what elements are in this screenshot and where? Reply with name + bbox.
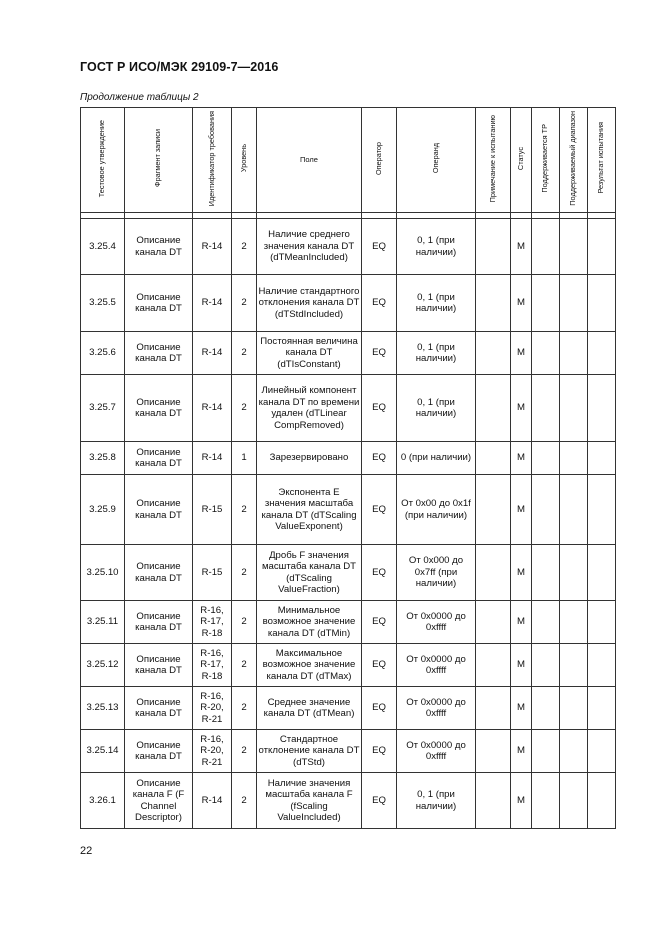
column-header-status <box>511 108 532 213</box>
cell-field: Максимальное возможное значение канала DT (dTMax) <box>257 644 362 687</box>
cell-status: M <box>511 375 532 442</box>
cell-range <box>560 730 588 773</box>
cell-assertion: 3.25.9 <box>81 475 125 545</box>
cell-operator: EQ <box>362 773 397 829</box>
table-row <box>81 644 616 687</box>
table-row <box>81 773 616 829</box>
cell-operand: 0, 1 (при наличии) <box>397 275 476 332</box>
cell-operand: От 0x0000 до 0xffff <box>397 730 476 773</box>
cell-req-id: R-14 <box>193 275 232 332</box>
cell-result <box>588 475 616 545</box>
cell-supported <box>532 601 560 644</box>
cell-assertion: 3.25.13 <box>81 687 125 730</box>
column-header-req-id <box>193 108 232 213</box>
cell-range <box>560 545 588 601</box>
cell-operand: 0, 1 (при наличии) <box>397 773 476 829</box>
cell-fragment: Описание канала DT <box>125 275 193 332</box>
cell-level: 2 <box>232 545 257 601</box>
cell-status: M <box>511 644 532 687</box>
cell-range <box>560 332 588 375</box>
cell-req-id: R-14 <box>193 332 232 375</box>
cell-supported <box>532 730 560 773</box>
column-header-field <box>257 108 362 213</box>
cell-note <box>476 375 511 442</box>
cell-operator: EQ <box>362 475 397 545</box>
cell-assertion: 3.25.14 <box>81 730 125 773</box>
cell-level: 2 <box>232 219 257 275</box>
cell-operand: От 0x0000 до 0xffff <box>397 687 476 730</box>
cell-note <box>476 545 511 601</box>
cell-operand: От 0x000 до 0x7ff (при наличии) <box>397 545 476 601</box>
cell-field: Наличие стандартного отклонения канала DT (dTStdIncluded) <box>257 275 362 332</box>
cell-assertion: 3.25.7 <box>81 375 125 442</box>
cell-operator: EQ <box>362 545 397 601</box>
cell-supported <box>532 687 560 730</box>
cell-req-id: R-16, R-17, R-18 <box>193 644 232 687</box>
cell-status: M <box>511 475 532 545</box>
cell-req-id: R-16, R-20, R-21 <box>193 730 232 773</box>
cell-operator: EQ <box>362 730 397 773</box>
cell-field: Минимальное возможное значение канала DT (dTMin) <box>257 601 362 644</box>
cell-operator: EQ <box>362 375 397 442</box>
cell-result <box>588 601 616 644</box>
column-header-range <box>560 108 588 213</box>
column-header-operand <box>397 108 476 213</box>
column-header-label: Тестовое утверждение <box>97 119 107 197</box>
column-header-label: Примечание к испытанию <box>487 114 497 202</box>
column-header-label: Операнд <box>430 143 440 174</box>
cell-assertion: 3.25.5 <box>81 275 125 332</box>
cell-result <box>588 545 616 601</box>
cell-supported <box>532 275 560 332</box>
cell-range <box>560 601 588 644</box>
cell-assertion: 3.25.10 <box>81 545 125 601</box>
table-row <box>81 275 616 332</box>
column-header-supported <box>532 108 560 213</box>
cell-supported <box>532 332 560 375</box>
cell-supported <box>532 545 560 601</box>
column-header-level <box>232 108 257 213</box>
cell-operand: От 0x00 до 0x1f (при наличии) <box>397 475 476 545</box>
cell-field: Экспонента E значения масштаба канала DT (dTScaling ValueExponent) <box>257 475 362 545</box>
cell-note <box>476 219 511 275</box>
cell-status: M <box>511 442 532 475</box>
column-header-label: Фрагмент записи <box>153 129 163 188</box>
cell-operand: От 0x0000 до 0xffff <box>397 601 476 644</box>
column-header-label: Поле <box>300 155 318 165</box>
cell-req-id: R-15 <box>193 475 232 545</box>
cell-note <box>476 332 511 375</box>
cell-fragment: Описание канала DT <box>125 601 193 644</box>
cell-result <box>588 442 616 475</box>
cell-status: M <box>511 730 532 773</box>
cell-status: M <box>511 601 532 644</box>
cell-range <box>560 475 588 545</box>
cell-supported <box>532 773 560 829</box>
column-header-label: Идентификатор требования <box>206 110 216 206</box>
table-row <box>81 545 616 601</box>
cell-status: M <box>511 332 532 375</box>
cell-supported <box>532 442 560 475</box>
cell-operator: EQ <box>362 275 397 332</box>
cell-level: 2 <box>232 375 257 442</box>
table-row <box>81 601 616 644</box>
cell-req-id: R-16, R-17, R-18 <box>193 601 232 644</box>
cell-operator: EQ <box>362 687 397 730</box>
cell-field: Дробь F значения масштаба канала DT (dTScaling ValueFraction) <box>257 545 362 601</box>
column-header-note <box>476 108 511 213</box>
cell-supported <box>532 375 560 442</box>
cell-supported <box>532 644 560 687</box>
cell-fragment: Описание канала DT <box>125 644 193 687</box>
cell-fragment: Описание канала DT <box>125 442 193 475</box>
column-header-fragment <box>125 108 193 213</box>
document-title: ГОСТ Р ИСО/МЭК 29109-7—2016 <box>80 60 279 74</box>
cell-status: M <box>511 219 532 275</box>
cell-fragment: Описание канала DT <box>125 545 193 601</box>
cell-range <box>560 773 588 829</box>
cell-assertion: 3.25.6 <box>81 332 125 375</box>
cell-range <box>560 219 588 275</box>
cell-fragment: Описание канала DT <box>125 730 193 773</box>
cell-req-id: R-15 <box>193 545 232 601</box>
cell-field: Стандартное отклонение канала DT (dTStd) <box>257 730 362 773</box>
table-header-row <box>81 108 616 213</box>
column-header-assertion <box>81 108 125 213</box>
cell-req-id: R-14 <box>193 375 232 442</box>
cell-operator: EQ <box>362 644 397 687</box>
table-body <box>81 213 616 829</box>
cell-level: 2 <box>232 730 257 773</box>
cell-level: 2 <box>232 644 257 687</box>
table-row <box>81 332 616 375</box>
cell-note <box>476 687 511 730</box>
cell-level: 2 <box>232 275 257 332</box>
cell-operator: EQ <box>362 442 397 475</box>
cell-operator: EQ <box>362 332 397 375</box>
column-header-label: Результат испытания <box>596 122 606 194</box>
cell-level: 1 <box>232 442 257 475</box>
cell-status: M <box>511 275 532 332</box>
cell-note <box>476 601 511 644</box>
cell-status: M <box>511 687 532 730</box>
column-header-label: Уровень <box>238 144 248 173</box>
cell-req-id: R-14 <box>193 442 232 475</box>
cell-level: 2 <box>232 601 257 644</box>
cell-note <box>476 275 511 332</box>
cell-operand: 0 (при наличии) <box>397 442 476 475</box>
cell-status: M <box>511 773 532 829</box>
table-row <box>81 375 616 442</box>
table-caption: Продолжение таблицы 2 <box>80 92 199 103</box>
cell-result <box>588 275 616 332</box>
column-header-result <box>588 108 616 213</box>
page-number: 22 <box>80 845 93 857</box>
column-header-label: Оператор <box>373 141 383 175</box>
cell-range <box>560 442 588 475</box>
cell-assertion: 3.25.12 <box>81 644 125 687</box>
cell-result <box>588 687 616 730</box>
cell-operand: От 0x0000 до 0xffff <box>397 644 476 687</box>
cell-field: Линейный компонент канала DT по времени удален (dTLinear CompRemoved) <box>257 375 362 442</box>
cell-assertion: 3.26.1 <box>81 773 125 829</box>
column-header-label: Статус <box>515 146 525 170</box>
cell-range <box>560 687 588 730</box>
cell-operand: 0, 1 (при наличии) <box>397 219 476 275</box>
cell-note <box>476 442 511 475</box>
cell-field: Наличие значения масштаба канала F (fScaling ValueIncluded) <box>257 773 362 829</box>
cell-range <box>560 275 588 332</box>
cell-operator: EQ <box>362 601 397 644</box>
cell-status: M <box>511 545 532 601</box>
cell-operand: 0, 1 (при наличии) <box>397 375 476 442</box>
cell-note <box>476 475 511 545</box>
table-row <box>81 219 616 275</box>
table-row <box>81 687 616 730</box>
table-row <box>81 475 616 545</box>
cell-req-id: R-14 <box>193 219 232 275</box>
cell-field: Среднее значение канала DT (dTMean) <box>257 687 362 730</box>
cell-fragment: Описание канала DT <box>125 219 193 275</box>
cell-field: Наличие среднего значения канала DT (dTMeanIncluded) <box>257 219 362 275</box>
cell-field: Зарезервировано <box>257 442 362 475</box>
cell-supported <box>532 219 560 275</box>
cell-level: 2 <box>232 687 257 730</box>
column-header-label: Поддерживаемый диапазон <box>568 110 578 206</box>
cell-operator: EQ <box>362 219 397 275</box>
cell-result <box>588 644 616 687</box>
table-row <box>81 730 616 773</box>
cell-level: 2 <box>232 773 257 829</box>
cell-result <box>588 375 616 442</box>
cell-field: Постоянная величина канала DT (dTIsConstant) <box>257 332 362 375</box>
cell-range <box>560 375 588 442</box>
cell-assertion: 3.25.8 <box>81 442 125 475</box>
cell-req-id: R-16, R-20, R-21 <box>193 687 232 730</box>
cell-fragment: Описание канала F (F Channel Descriptor) <box>125 773 193 829</box>
cell-level: 2 <box>232 475 257 545</box>
cell-assertion: 3.25.11 <box>81 601 125 644</box>
column-header-label: Поддерживается ТР <box>540 123 550 193</box>
cell-result <box>588 332 616 375</box>
cell-fragment: Описание канала DT <box>125 687 193 730</box>
cell-note <box>476 644 511 687</box>
cell-fragment: Описание канала DT <box>125 475 193 545</box>
cell-level: 2 <box>232 332 257 375</box>
table-row <box>81 442 616 475</box>
column-header-operator <box>362 108 397 213</box>
test-assertions-table <box>80 107 616 829</box>
cell-note <box>476 730 511 773</box>
cell-fragment: Описание канала DT <box>125 375 193 442</box>
cell-result <box>588 773 616 829</box>
cell-assertion: 3.25.4 <box>81 219 125 275</box>
cell-fragment: Описание канала DT <box>125 332 193 375</box>
cell-range <box>560 644 588 687</box>
cell-result <box>588 730 616 773</box>
cell-supported <box>532 475 560 545</box>
cell-result <box>588 219 616 275</box>
cell-req-id: R-14 <box>193 773 232 829</box>
cell-note <box>476 773 511 829</box>
cell-operand: 0, 1 (при наличии) <box>397 332 476 375</box>
